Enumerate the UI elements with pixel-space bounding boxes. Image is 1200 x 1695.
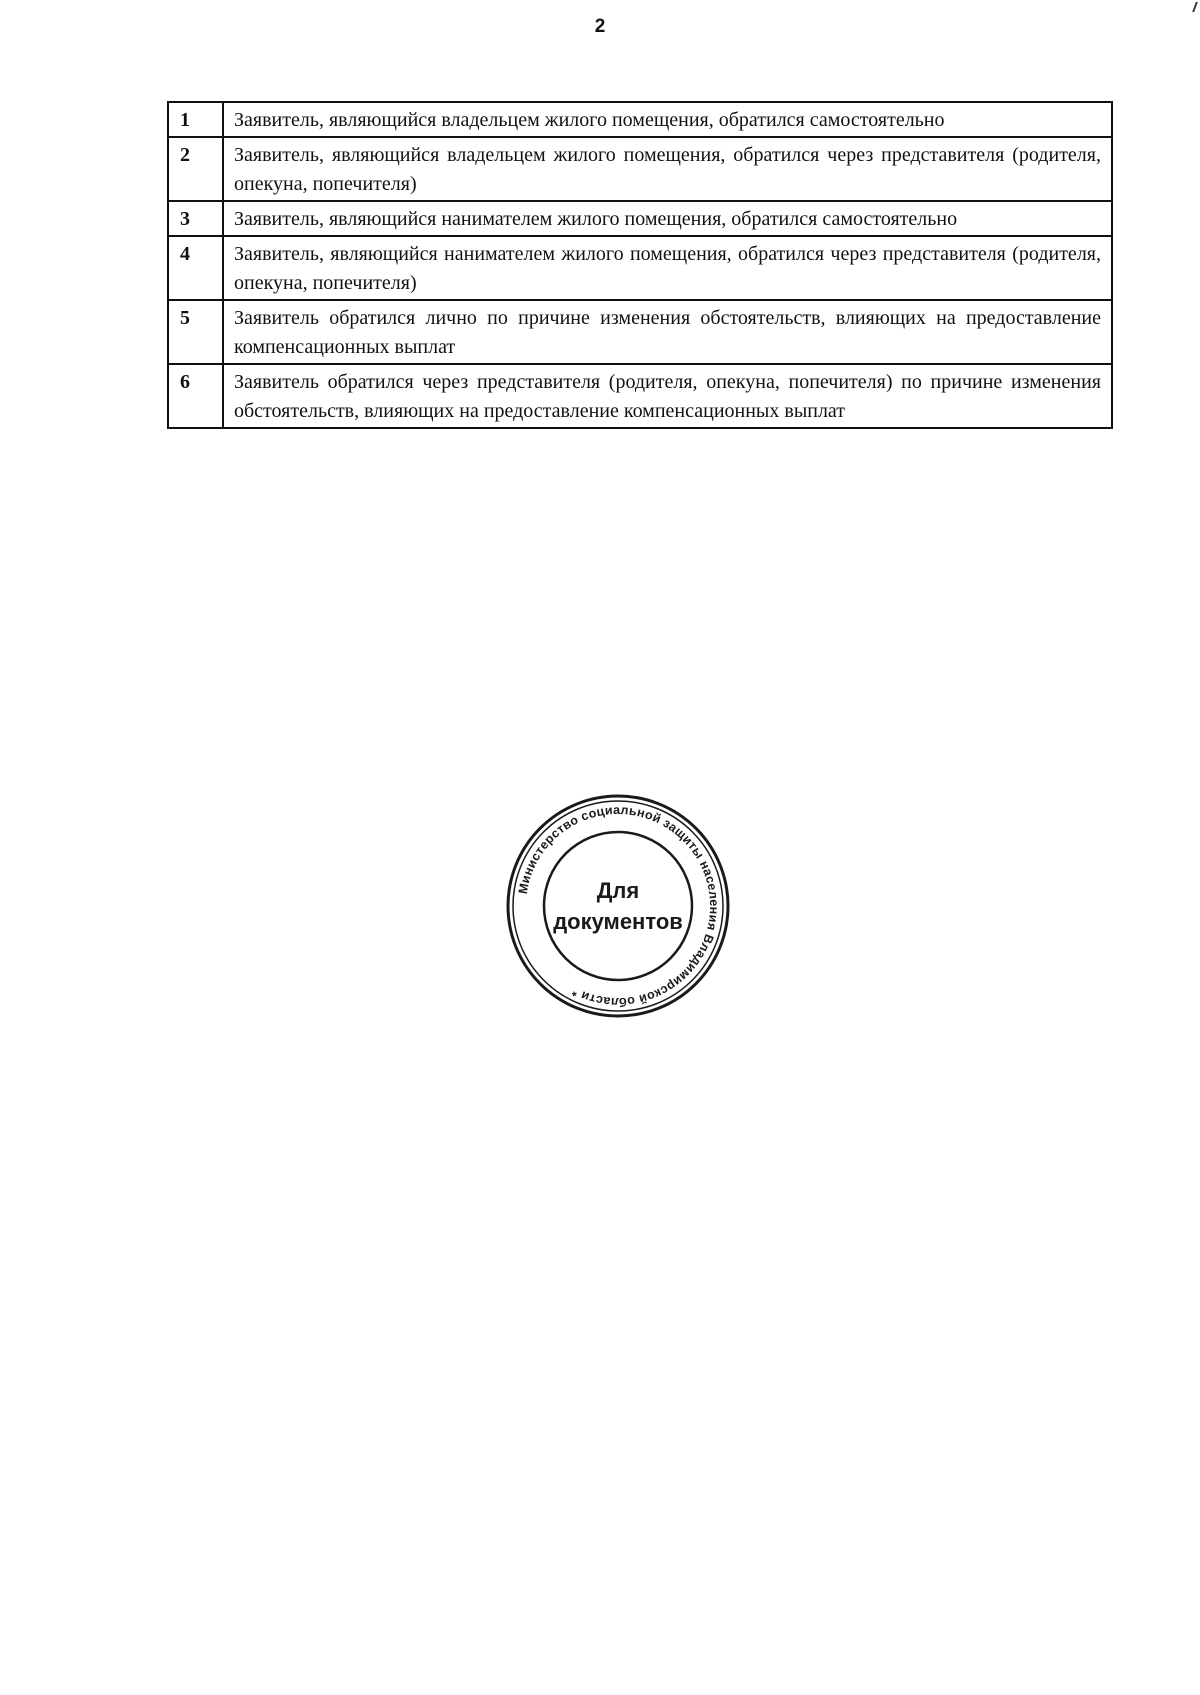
row-description: Заявитель обратился через представителя (родителя, опекуна, попечителя) по причине изменения обстоятельств, влияющих на предоставление компенсационных выплат — [223, 364, 1112, 428]
stamp-ring-text: Министерство социальной защиты населения Владимирской области * — [515, 802, 722, 1010]
row-number: 4 — [168, 236, 223, 300]
corner-mark — [1184, 2, 1198, 12]
page-number: 2 — [594, 16, 606, 37]
table-row — [168, 102, 1112, 137]
stamp-outer-ring — [508, 796, 728, 1016]
row-description: Заявитель, являющийся нанимателем жилого помещения, обратился самостоятельно — [223, 201, 1112, 236]
stamp-center-line2: документов — [553, 909, 683, 934]
row-number: 3 — [168, 201, 223, 236]
table-row — [168, 137, 1112, 201]
row-description: Заявитель, являющийся владельцем жилого помещения, обратился через представителя (родителя, опекуна, попечителя) — [223, 137, 1112, 201]
row-description: Заявитель, являющийся владельцем жилого помещения, обратился самостоятельно — [223, 102, 1112, 137]
row-number: 2 — [168, 137, 223, 201]
stamp-inner-ring — [544, 832, 692, 980]
table-row — [168, 364, 1112, 428]
row-number: 1 — [168, 102, 223, 137]
row-description: Заявитель, являющийся нанимателем жилого помещения, обратился через представителя (родителя, опекуна, попечителя) — [223, 236, 1112, 300]
official-stamp — [505, 793, 731, 1019]
table-row — [168, 201, 1112, 236]
row-description: Заявитель обратился лично по причине изменения обстоятельств, влияющих на предоставление компенсационных выплат — [223, 300, 1112, 364]
codes-table — [167, 101, 1113, 429]
row-number: 6 — [168, 364, 223, 428]
table-row — [168, 236, 1112, 300]
stamp-center-line1: Для — [596, 878, 640, 903]
row-number: 5 — [168, 300, 223, 364]
table-row — [168, 300, 1112, 364]
